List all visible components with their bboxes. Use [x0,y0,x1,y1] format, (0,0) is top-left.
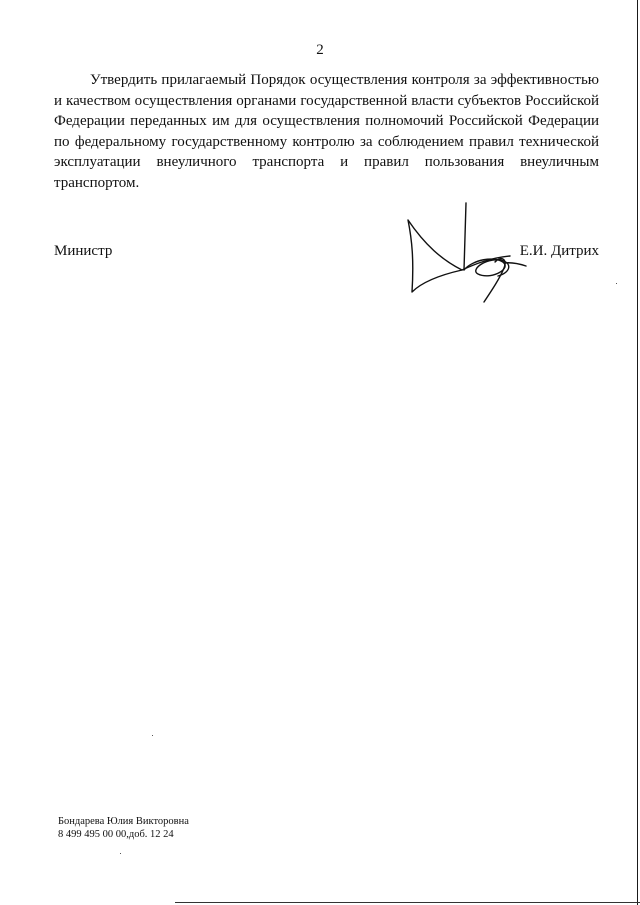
signatory-name: Е.И. Дитрих [519,243,599,259]
scan-edge-bottom [175,902,640,903]
scan-edge-right [637,0,638,905]
scan-speck [616,283,617,284]
executor-name: Бондарева Юлия Викторовна [58,816,189,827]
scan-speck [120,853,121,854]
handwritten-signature-icon [400,200,535,305]
scan-speck [152,735,153,736]
main-paragraph: Утвердить прилагаемый Порядок осуществления контроля за эффективностью и качеством осуществления органами государственной власти субъектов Российской Федерации переданных им для осуществления полномочий Российской Федерации по федеральному государственному контролю за соблюдением правил технической эксплуатации внеуличного транспорта и правил пользования внеуличным транспортом. [54,72,599,191]
executor-phone: 8 499 495 00 00,доб. 12 24 [58,829,174,840]
executor-info [58,815,189,841]
signatory-title: Министр [54,243,113,259]
page-number: 2 [316,42,324,58]
